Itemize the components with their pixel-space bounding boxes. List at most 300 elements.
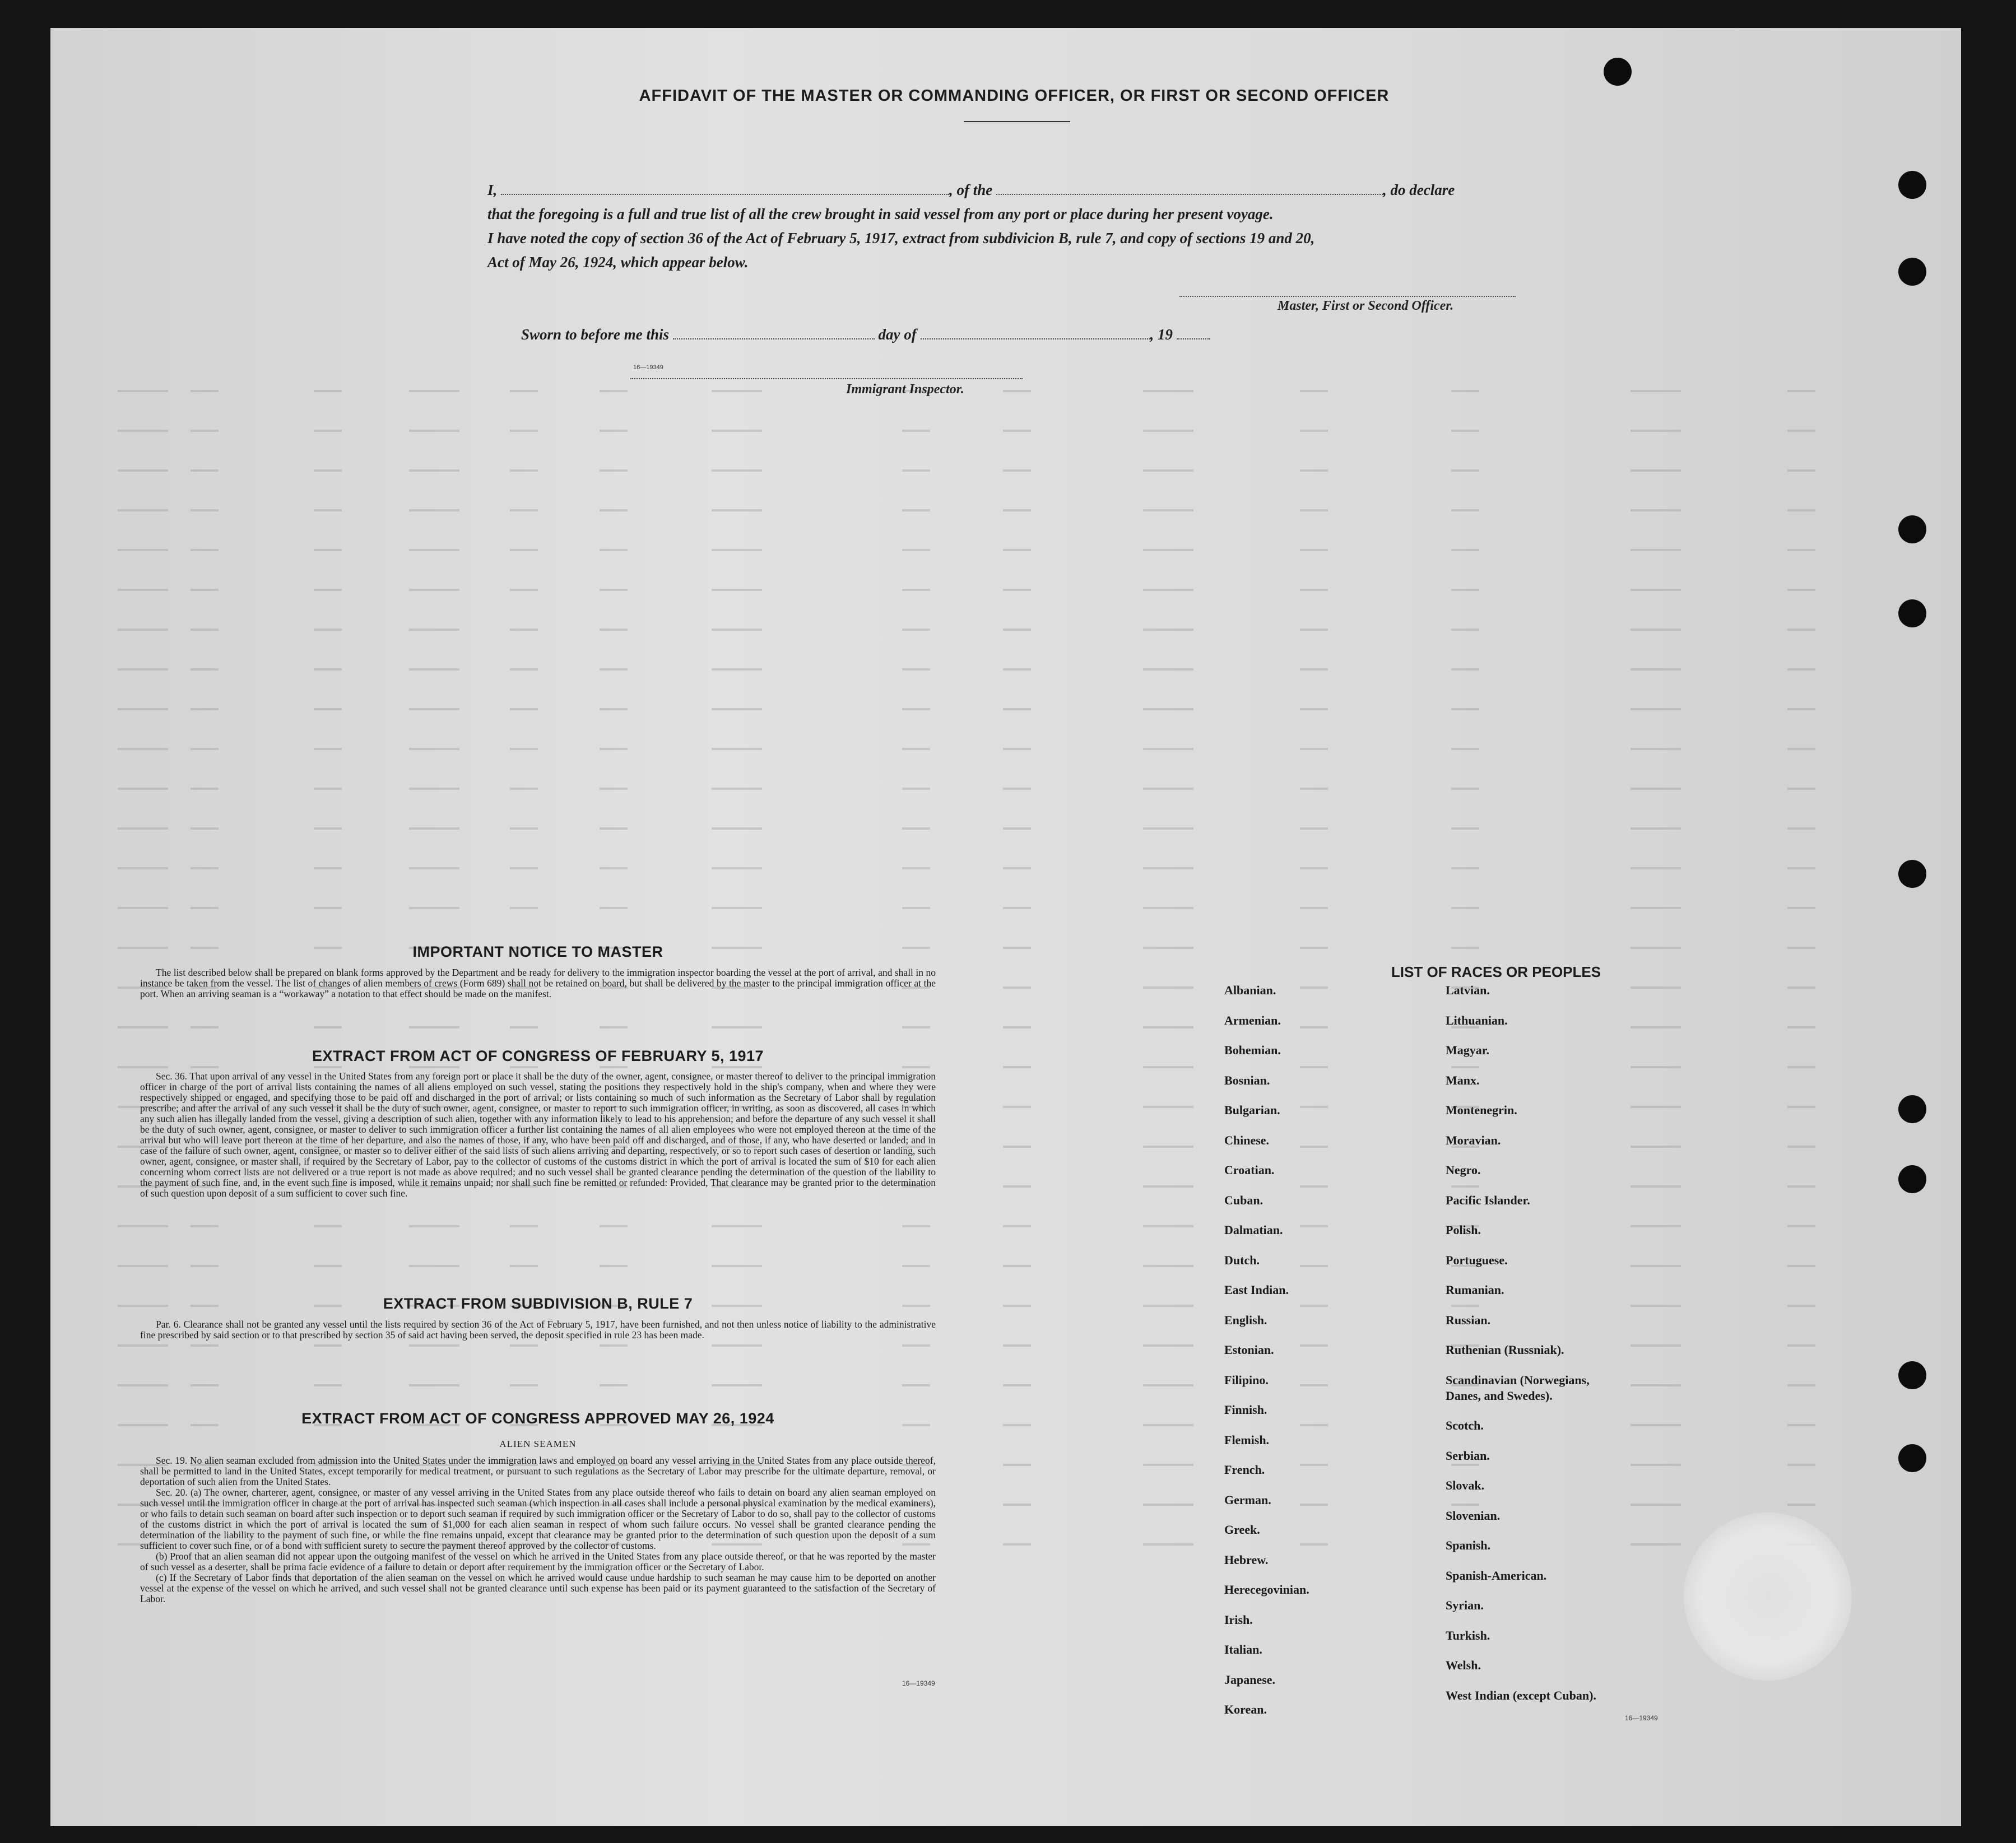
race-item: Syrian. [1446, 1598, 1484, 1612]
ghost-mark [1003, 469, 1031, 472]
race-item: Slovak. [1446, 1478, 1485, 1492]
ghost-mark [902, 867, 930, 869]
ghost-mark [1451, 1066, 1479, 1068]
ghost-mark [1451, 827, 1479, 830]
ghost-mark [1143, 1543, 1193, 1546]
declaration-line-4: Act of May 26, 1924, which appear below. [487, 254, 749, 271]
ghost-mark [1787, 1504, 1815, 1506]
notice-paragraph: The list described below shall be prepared on blank forms approved by the Department and be ready for delivery to the immigration inspector boarding the vessel at the port of arrival, and shall in no instance be taken from the vessel. The list of changes of alien members of crews (Form 689) shall not be retained on board, but shall be delivered by the master to the principal immigration officer at the port. When an arriving seaman is a “workaway” a notation to that effect should be made on the manifest. [140, 967, 936, 999]
ghost-mark [1003, 1424, 1031, 1426]
affidavit-title: AFFIDAVIT OF THE MASTER OR COMMANDING OFFICER, OR FIRST OR SECOND OFFICER [639, 87, 1390, 105]
ghost-mark [1300, 390, 1328, 392]
ghost-mark [510, 867, 538, 869]
ghost-mark [1003, 1106, 1031, 1108]
ghost-mark [902, 629, 930, 631]
ghost-mark [118, 1026, 168, 1028]
ghost-mark [118, 509, 168, 511]
ghost-mark [1300, 708, 1328, 710]
ghost-mark [600, 1066, 628, 1068]
declaration-line-2: that the foregoing is a full and true list of all the crew brought in said vessel from any port or place during her present voyage. [487, 206, 1274, 222]
punch-hole [1898, 860, 1926, 888]
ghost-mark [712, 1066, 762, 1068]
race-item: Scotch. [1446, 1418, 1484, 1432]
ghost-mark [1787, 430, 1815, 432]
sworn-date-blank [673, 328, 875, 339]
ghost-mark [1631, 1185, 1681, 1188]
ghost-mark [314, 1225, 342, 1227]
ghost-mark [600, 390, 628, 392]
ghost-mark [1631, 827, 1681, 830]
ghost-mark [712, 1026, 762, 1028]
race-item: German. [1224, 1492, 1271, 1507]
race-item: Slovenian. [1446, 1508, 1501, 1523]
ghost-mark [314, 1384, 342, 1386]
ghost-mark [118, 1225, 168, 1227]
ghost-mark [191, 748, 219, 750]
ghost-mark [191, 1066, 219, 1068]
ghost-mark [409, 867, 459, 869]
ghost-mark [1143, 1146, 1193, 1148]
ghost-mark [191, 1026, 219, 1028]
race-item: Herecegovinian. [1224, 1583, 1309, 1597]
ghost-mark [510, 469, 538, 472]
ghost-mark [118, 1384, 168, 1386]
ghost-mark [1143, 430, 1193, 432]
ghost-mark [1143, 1305, 1193, 1307]
ghost-mark [712, 509, 762, 511]
race-item: Manx. [1446, 1073, 1480, 1087]
ghost-mark [409, 1066, 459, 1068]
ghost-mark [1143, 986, 1193, 989]
ghost-mark [902, 668, 930, 671]
ghost-mark [191, 827, 219, 830]
ghost-mark [314, 549, 342, 551]
ghost-mark [118, 390, 168, 392]
ghost-mark [902, 1265, 930, 1267]
ghost-mark [1631, 1305, 1681, 1307]
ghost-mark [712, 1265, 762, 1267]
ghost-mark [1787, 1265, 1815, 1267]
ghost-mark [1300, 1464, 1328, 1466]
ghost-row [50, 540, 1961, 562]
ghost-mark [1300, 1305, 1328, 1307]
ghost-mark [902, 589, 930, 591]
ghost-mark [118, 1265, 168, 1267]
subdivision-b-title: EXTRACT FROM SUBDIVISION B, RULE 7 [383, 1295, 693, 1312]
ghost-mark [600, 469, 628, 472]
ghost-mark [600, 1225, 628, 1227]
ghost-mark [510, 788, 538, 790]
master-label: Master, First or Second Officer. [1278, 299, 1454, 313]
ghost-mark [1143, 1265, 1193, 1267]
ghost-mark [1787, 668, 1815, 671]
race-item: Greek. [1224, 1523, 1260, 1537]
ghost-mark [1631, 788, 1681, 790]
ghost-mark [409, 708, 459, 710]
ghost-mark [191, 867, 219, 869]
ghost-mark [1143, 708, 1193, 710]
race-item: East Indian. [1224, 1283, 1289, 1297]
ghost-mark [1300, 629, 1328, 631]
race-item: Italian. [1224, 1642, 1262, 1656]
ghost-mark [118, 469, 168, 472]
ghost-mark [1631, 1225, 1681, 1227]
ghost-mark [600, 1344, 628, 1347]
ghost-mark [118, 788, 168, 790]
race-item: Moravian. [1446, 1133, 1501, 1147]
document-page [50, 28, 1961, 1826]
ghost-mark [1003, 986, 1031, 989]
ghost-mark [1631, 1066, 1681, 1068]
ghost-mark [314, 1026, 342, 1028]
ghost-mark [712, 549, 762, 551]
ghost-mark [902, 1225, 930, 1227]
ghost-mark [1003, 1344, 1031, 1347]
ghost-mark [1787, 986, 1815, 989]
ghost-mark [712, 867, 762, 869]
ghost-mark [1143, 1424, 1193, 1426]
ghost-mark [1143, 509, 1193, 511]
inspector-label: Immigrant Inspector. [846, 382, 964, 397]
notice-title: IMPORTANT NOTICE TO MASTER [412, 943, 663, 960]
ghost-mark [1787, 1225, 1815, 1227]
ghost-mark [1631, 1146, 1681, 1148]
ghost-mark [510, 589, 538, 591]
ghost-mark [902, 1066, 930, 1068]
race-item: Montenegrin. [1446, 1103, 1517, 1117]
ghost-mark [314, 1066, 342, 1068]
sworn-day-label: day of [878, 326, 917, 343]
ghost-mark [409, 1225, 459, 1227]
ghost-mark [1003, 1026, 1031, 1028]
ghost-mark [191, 1265, 219, 1267]
title-underline [964, 121, 1070, 122]
ghost-row [50, 1216, 1961, 1239]
ghost-mark [1787, 748, 1815, 750]
ghost-mark [1003, 1384, 1031, 1386]
ghost-mark [1143, 788, 1193, 790]
ghost-mark [1300, 947, 1328, 949]
ghost-mark [118, 748, 168, 750]
ghost-mark [1787, 1066, 1815, 1068]
ghost-mark [1300, 1265, 1328, 1267]
ghost-mark [510, 1066, 538, 1068]
race-item: Welsh. [1446, 1658, 1481, 1672]
ghost-mark [191, 629, 219, 631]
ghost-mark [712, 430, 762, 432]
ghost-mark [902, 1344, 930, 1347]
ghost-mark [1300, 867, 1328, 869]
ghost-row [50, 858, 1961, 881]
ghost-mark [409, 827, 459, 830]
ghost-mark [1300, 748, 1328, 750]
ghost-mark [191, 430, 219, 432]
ghost-mark [1451, 1305, 1479, 1307]
ghost-mark [1003, 1225, 1031, 1227]
race-item: Serbian. [1446, 1448, 1490, 1463]
ghost-mark [712, 469, 762, 472]
ghost-mark [1300, 430, 1328, 432]
ghost-mark [510, 390, 538, 392]
ghost-mark [191, 589, 219, 591]
ghost-mark [1787, 469, 1815, 472]
ghost-mark [409, 390, 459, 392]
ghost-mark [409, 549, 459, 551]
ghost-mark [314, 430, 342, 432]
race-item: Pacific Islander. [1446, 1193, 1530, 1207]
ghost-mark [409, 469, 459, 472]
ghost-mark [1143, 629, 1193, 631]
ghost-mark [1143, 907, 1193, 909]
ghost-mark [314, 668, 342, 671]
ghost-mark [1451, 469, 1479, 472]
ghost-mark [712, 827, 762, 830]
ghost-mark [118, 827, 168, 830]
ghost-mark [1451, 867, 1479, 869]
ghost-mark [314, 867, 342, 869]
ghost-mark [191, 1384, 219, 1386]
ghost-mark [1787, 509, 1815, 511]
form-number-top: 16—19349 [633, 364, 663, 371]
ghost-mark [118, 1344, 168, 1347]
ghost-mark [1003, 947, 1031, 949]
ghost-mark [1787, 629, 1815, 631]
ghost-mark [600, 708, 628, 710]
race-item: Filipino. [1224, 1372, 1269, 1387]
race-item: Danes, and Swedes). [1446, 1388, 1553, 1403]
punch-hole [1898, 171, 1926, 199]
ghost-mark [1787, 867, 1815, 869]
race-item: Bohemian. [1224, 1043, 1281, 1057]
ghost-mark [902, 430, 930, 432]
ghost-mark [1300, 1424, 1328, 1426]
ghost-mark [1003, 1305, 1031, 1307]
ghost-mark [1003, 668, 1031, 671]
ghost-mark [1143, 390, 1193, 392]
name-blank [501, 184, 949, 195]
inspector-signature-line [630, 378, 1023, 379]
race-item: Dalmatian. [1224, 1223, 1283, 1237]
ghost-mark [1003, 1265, 1031, 1267]
notice-text [140, 967, 936, 999]
ghost-mark [1143, 668, 1193, 671]
ghost-mark [1300, 1106, 1328, 1108]
ghost-mark [1300, 1066, 1328, 1068]
punch-hole [1898, 599, 1926, 627]
declaration-of-the: , of the [949, 181, 993, 198]
race-item: Croatian. [1224, 1163, 1275, 1177]
sworn-line [521, 326, 1210, 343]
ghost-row [50, 1372, 1961, 1398]
ghost-mark [1003, 907, 1031, 909]
ghost-mark [510, 1344, 538, 1347]
race-item: Lithuanian. [1446, 1013, 1508, 1027]
ghost-mark [1003, 430, 1031, 432]
ghost-mark [118, 668, 168, 671]
race-item: Flemish. [1224, 1432, 1270, 1447]
race-item: Turkish. [1446, 1628, 1490, 1642]
ghost-mark [1143, 1504, 1193, 1506]
ghost-mark [1451, 589, 1479, 591]
ghost-row [50, 659, 1961, 682]
ghost-mark [510, 509, 538, 511]
ghost-mark [1003, 390, 1031, 392]
race-item: Finnish. [1224, 1403, 1267, 1417]
punch-hole [1898, 1095, 1926, 1123]
ghost-mark [1787, 947, 1815, 949]
ghost-mark [600, 827, 628, 830]
ghost-mark [1787, 1464, 1815, 1466]
ghost-mark [409, 509, 459, 511]
ghost-mark [902, 469, 930, 472]
ghost-mark [1143, 1384, 1193, 1386]
act-1924-title: EXTRACT FROM ACT OF CONGRESS APPROVED MAY 26, 1924 [301, 1410, 774, 1427]
ghost-mark [1787, 1185, 1815, 1188]
ghost-mark [1300, 788, 1328, 790]
act-1917-paragraph: Sec. 36. That upon arrival of any vessel in the United States from any foreign port or place it shall be the duty of the owner, agent, consignee, or master thereof to deliver to the principal immigration officer in charge of the port of arrival lists containing the names of all aliens employed on such vessel, stating the positions they respectively hold in the ship's company, when and where they were respectively shipped or engaged, and specifying those to be paid off and discharged in the port of arrival; or lists containing so much of such information as the Secretary of Labor shall by regulation prescribe; and after the arrival of any such vessel it shall be the duty of such owner, agent, consignee, or master to report to such immigration officer, in writing, as soon as discovered, all cases in which any such alien has illegally landed from the vessel, giving a description of such alien, together with any information likely to lead to his apprehension; and before the departure of any such vessel it shall be the duty of such owner, agent, consignee, or master to deliver to such immigration officer a further list containing the names of all alien employees who were not employed thereon at the time of the arrival but who will leave port thereon at the time of her departure, and also the names of those, if any, who have been paid off and discharged, and of those, if any, who have deserted or landed; and in case of the failure of such owner, agent, consignee, or master so to deliver either of the said lists of such aliens arriving and departing, respectively, or so to report such cases of desertion or landing, such owner, agent, consignee, or master shall, if required by the Secretary of Labor, pay to the collector of customs of the customs district in which the port of arrival is located the sum of $10 for each alien concerning whom correct lists are not delivered or a true report is not made as above required; and no such vessel shall be granted clearance pending the determination of the question of the liability to the payment of such fine, and, in the event such fine is imposed, while it remains unpaid; nor shall such fine be remitted or refunded: Provided, That clearance may be granted prior to the determination of such question upon deposit of a sum sufficient to cover such fine. [140, 1071, 936, 1199]
ghost-mark [1300, 549, 1328, 551]
ghost-mark [1143, 1106, 1193, 1108]
master-signature-line [1179, 296, 1516, 297]
ghost-mark [1300, 1225, 1328, 1227]
ghost-mark [1451, 668, 1479, 671]
ghost-mark [1300, 1146, 1328, 1148]
ghost-mark [510, 827, 538, 830]
race-item: Dutch. [1224, 1253, 1260, 1267]
ghost-mark [600, 549, 628, 551]
ghost-mark [712, 390, 762, 392]
ghost-mark [600, 907, 628, 909]
ghost-mark [314, 748, 342, 750]
ghost-mark [1631, 748, 1681, 750]
ghost-mark [902, 788, 930, 790]
ghost-mark [1451, 788, 1479, 790]
ghost-mark [1631, 469, 1681, 472]
race-item: Estonian. [1224, 1343, 1274, 1357]
ghost-mark [1631, 1424, 1681, 1426]
ghost-mark [409, 629, 459, 631]
ghost-mark [1300, 1185, 1328, 1188]
punch-hole [1898, 1444, 1926, 1472]
ghost-mark [1300, 1384, 1328, 1386]
ghost-mark [1143, 1344, 1193, 1347]
ghost-mark [1003, 827, 1031, 830]
ghost-mark [1787, 549, 1815, 551]
ghost-mark [902, 748, 930, 750]
ghost-mark [712, 788, 762, 790]
ghost-mark [118, 708, 168, 710]
ghost-mark [1631, 589, 1681, 591]
race-item: Bosnian. [1224, 1073, 1270, 1087]
ghost-mark [1003, 629, 1031, 631]
ghost-mark [314, 629, 342, 631]
ghost-mark [600, 788, 628, 790]
ghost-mark [314, 390, 342, 392]
ghost-mark [191, 390, 219, 392]
ghost-row [50, 580, 1961, 602]
ghost-mark [1787, 907, 1815, 909]
ghost-mark [1451, 907, 1479, 909]
ghost-mark [510, 430, 538, 432]
ghost-mark [712, 1344, 762, 1347]
ghost-mark [510, 1265, 538, 1267]
ghost-mark [1451, 549, 1479, 551]
ghost-mark [314, 509, 342, 511]
punch-hole [1898, 258, 1926, 286]
race-item: Spanish. [1446, 1538, 1491, 1552]
ghost-mark [1631, 509, 1681, 511]
ghost-row [50, 779, 1961, 801]
ghost-mark [191, 1344, 219, 1347]
ghost-mark [1451, 708, 1479, 710]
ghost-mark [712, 1225, 762, 1227]
faded-stamp [1684, 1512, 1852, 1681]
ghost-mark [1300, 509, 1328, 511]
ghost-mark [314, 827, 342, 830]
race-item: Chinese. [1224, 1133, 1270, 1147]
ghost-mark [1003, 1543, 1031, 1546]
ghost-mark [1143, 549, 1193, 551]
ghost-mark [510, 668, 538, 671]
ghost-mark [1451, 748, 1479, 750]
ghost-mark [1003, 1464, 1031, 1466]
ghost-mark [1631, 1384, 1681, 1386]
ghost-mark [1300, 1026, 1328, 1028]
ghost-mark [1003, 788, 1031, 790]
declaration-i: I, [487, 181, 498, 198]
race-item: Irish. [1224, 1612, 1253, 1627]
form-number-races: 16—19349 [1625, 1714, 1658, 1722]
race-item: Polish. [1446, 1223, 1481, 1237]
ghost-mark [1631, 549, 1681, 551]
ghost-mark [902, 1384, 930, 1386]
ghost-mark [600, 589, 628, 591]
sworn-year-label: , 19 [1150, 326, 1173, 343]
ghost-mark [1143, 1185, 1193, 1188]
act-1917-text [140, 1071, 936, 1199]
ghost-mark [1787, 827, 1815, 830]
ghost-mark [1787, 1305, 1815, 1307]
ghost-mark [600, 748, 628, 750]
ghost-mark [1631, 430, 1681, 432]
ghost-mark [191, 907, 219, 909]
ghost-mark [1003, 1185, 1031, 1188]
race-item: English. [1224, 1313, 1267, 1327]
ghost-mark [118, 629, 168, 631]
ghost-mark [409, 907, 459, 909]
ghost-mark [1631, 1344, 1681, 1347]
ghost-mark [1787, 1106, 1815, 1108]
sec-20c-paragraph: (c) If the Secretary of Labor finds that deportation of the alien seaman on the vessel on which he arrived would cause undue hardship to such seaman he may cause him to be deported on another vessel at the expense of the vessel on which he arrived, and such vessel shall not be granted clearance until such expense has been paid or its payment guaranteed to the satisfaction of the Secretary of Labor. [140, 1572, 936, 1604]
ghost-mark [314, 1265, 342, 1267]
ghost-mark [510, 748, 538, 750]
race-item: Japanese. [1224, 1672, 1276, 1687]
ghost-mark [118, 430, 168, 432]
ghost-mark [1003, 549, 1031, 551]
ghost-mark [1631, 867, 1681, 869]
ghost-mark [1787, 788, 1815, 790]
ghost-mark [1143, 1066, 1193, 1068]
ghost-mark [712, 589, 762, 591]
ghost-mark [1787, 1026, 1815, 1028]
ghost-mark [600, 1265, 628, 1267]
ghost-mark [1787, 1146, 1815, 1148]
sworn-month-blank [921, 328, 1150, 339]
ghost-mark [118, 1066, 168, 1068]
ghost-mark [902, 509, 930, 511]
race-item: Korean. [1224, 1702, 1267, 1716]
ghost-mark [600, 1384, 628, 1386]
